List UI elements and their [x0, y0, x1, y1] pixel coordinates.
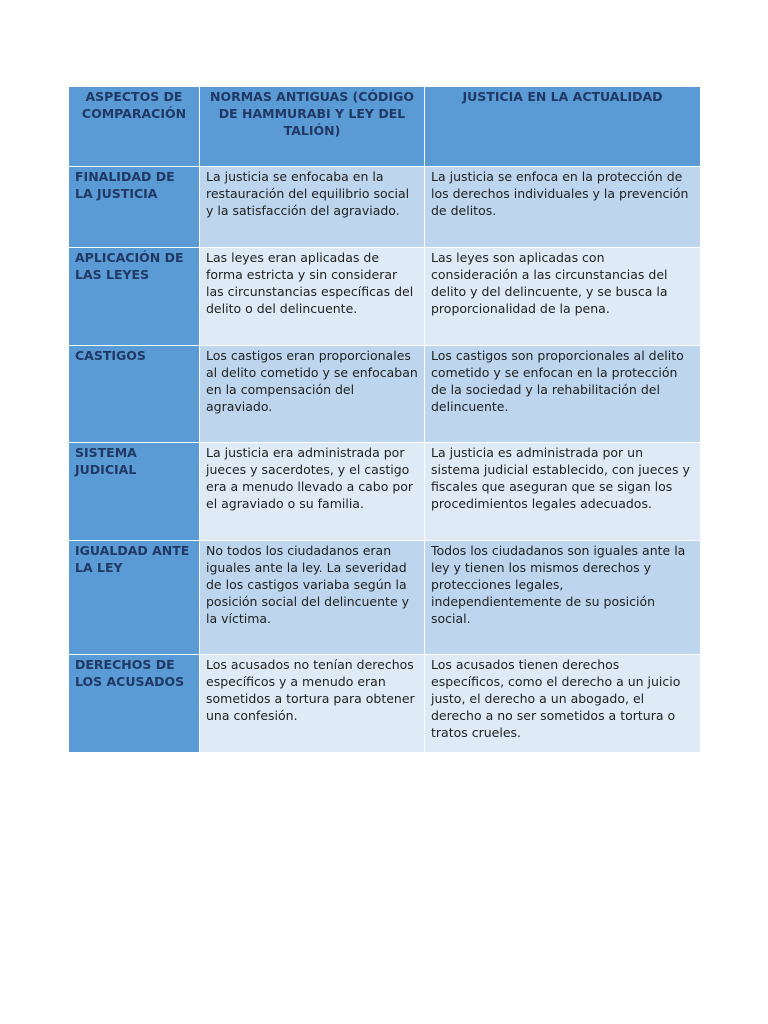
row-aspect: IGUALDAD ANTE LA LEY	[69, 541, 200, 655]
header-ancient-norms: NORMAS ANTIGUAS (CÓDIGO DE HAMMURABI Y LEY DEL TALIÓN)	[200, 87, 425, 167]
row-aspect: APLICACIÓN DE LAS LEYES	[69, 248, 200, 346]
header-aspects: ASPECTOS DE COMPARACIÓN	[69, 87, 200, 167]
row-modern: Las leyes son aplicadas con consideración a las circunstancias del delito y del delincuente, y se busca la proporcionalidad de la pena.	[425, 248, 701, 346]
row-ancient: No todos los ciudadanos eran iguales ante la ley. La severidad de los castigos variaba según la posición social del delincuente y la víctima.	[200, 541, 425, 655]
row-aspect: SISTEMA JUDICIAL	[69, 443, 200, 541]
header-modern-justice: JUSTICIA EN LA ACTUALIDAD	[425, 87, 701, 167]
row-ancient: Las leyes eran aplicadas de forma estricta y sin considerar las circunstancias específicas del delito o del delincuente.	[200, 248, 425, 346]
table-row	[69, 248, 701, 346]
row-ancient: La justicia era administrada por jueces y sacerdotes, y el castigo era a menudo llevado a cabo por el agraviado o su familia.	[200, 443, 425, 541]
row-ancient: Los castigos eran proporcionales al delito cometido y se enfocaban en la compensación del agraviado.	[200, 346, 425, 443]
row-modern: Todos los ciudadanos son iguales ante la ley y tienen los mismos derechos y protecciones legales, independientemente de su posición social.	[425, 541, 701, 655]
row-ancient: Los acusados no tenían derechos específicos y a menudo eran sometidos a tortura para obtener una confesión.	[200, 655, 425, 753]
row-aspect: FINALIDAD DE LA JUSTICIA	[69, 167, 200, 248]
row-ancient: La justicia se enfocaba en la restauración del equilibrio social y la satisfacción del agraviado.	[200, 167, 425, 248]
row-aspect: DERECHOS DE LOS ACUSADOS	[69, 655, 200, 753]
table-row	[69, 541, 701, 655]
row-aspect: CASTIGOS	[69, 346, 200, 443]
row-modern: Los acusados tienen derechos específicos, como el derecho a un juicio justo, el derecho a un abogado, el derecho a no ser sometidos a tortura o tratos crueles.	[425, 655, 701, 753]
table-row	[69, 167, 701, 248]
table-row	[69, 346, 701, 443]
row-modern: Los castigos son proporcionales al delito cometido y se enfocan en la protección de la sociedad y la rehabilitación del delincuente.	[425, 346, 701, 443]
comparison-table	[68, 86, 701, 753]
table-header-row	[69, 87, 701, 167]
table-row	[69, 655, 701, 753]
row-modern: La justicia se enfoca en la protección de los derechos individuales y la prevención de delitos.	[425, 167, 701, 248]
row-modern: La justicia es administrada por un sistema judicial establecido, con jueces y fiscales que aseguran que se sigan los procedimientos legales adecuados.	[425, 443, 701, 541]
table-row	[69, 443, 701, 541]
